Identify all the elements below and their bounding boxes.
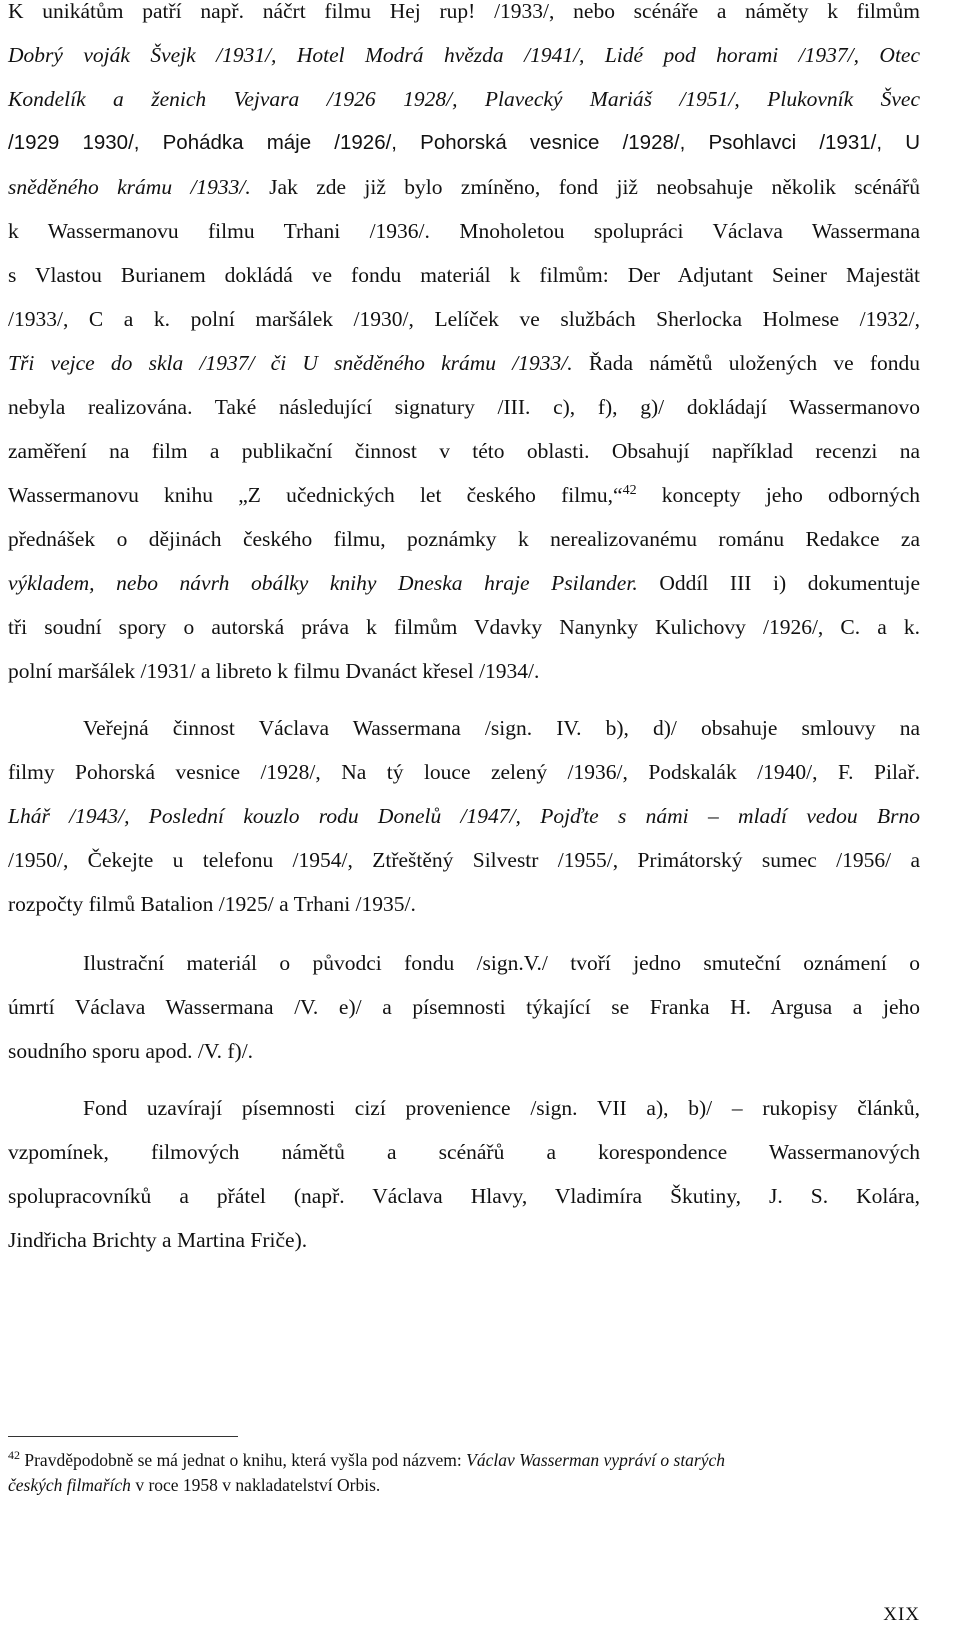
page-number: XIX	[883, 1604, 920, 1625]
text-line: Dobrý voják Švejk /1931/, Hotel Modrá hvězda /1941/, Lidé pod horami /1937/, Otec	[8, 43, 920, 67]
text-line: Kondelík a ženich Vejvara /1926 1928/, Plavecký Mariáš /1951/, Plukovník Švec	[8, 87, 920, 111]
footnote-separator	[8, 1436, 238, 1437]
text-line: Lhář /1943/, Poslední kouzlo rodu Donelů /1947/, Pojďte s námi – mladí vedou Brno	[8, 804, 920, 828]
text-line: nebyla realizována. Také následující signatury /III. c), f), g)/ dokládají Wassermanovo	[8, 395, 920, 419]
text-line: s Vlastou Burianem dokládá ve fondu materiál k filmům: Der Adjutant Seiner Majestät	[8, 263, 920, 287]
text-line: rozpočty filmů Batalion /1925/ a Trhani /1935/.	[8, 892, 416, 916]
text-line: spolupracovníků a přátel (např. Václava Hlavy, Vladimíra Škutiny, J. S. Kolára,	[8, 1184, 920, 1208]
footnote-ref[interactable]: 42	[622, 482, 637, 498]
text-line: filmy Pohorská vesnice /1928/, Na tý louce zelený /1936/, Podskalák /1940/, F. Pilař.	[8, 760, 920, 784]
text-line: úmrtí Václava Wassermana /V. e)/ a písemnosti týkající se Franka H. Argusa a jeho	[8, 995, 920, 1019]
text-line: k Wassermanovu filmu Trhani /1936/. Mnoholetou spolupráci Václava Wassermana	[8, 219, 921, 243]
footnote-number: 42	[8, 1448, 20, 1463]
text-line: /1929 1930/, Pohádka máje /1926/, Pohorská vesnice /1928/, Psohlavci /1931/, U	[8, 131, 920, 154]
text-line: soudního sporu apod. /V. f)/.	[8, 1039, 254, 1063]
paragraph-first-line: Ilustrační materiál o původci fondu /sign.V./ tvoří jedno smuteční oznámení o	[83, 951, 920, 975]
footnote-line: českých filmařích v roce 1958 v nakladatelství Orbis.	[8, 1475, 381, 1495]
footnote: $^{42}$ Pravděpodobně se má jednat o knihu, která vyšla pod názvem: Václav Wasserman vypráví o starých	[8, 1448, 726, 1470]
text-line: Jindřicha Brichty a Martina Friče).	[8, 1228, 308, 1252]
text-line: přednášek o dějinách českého filmu, poznámky k nerealizovanému románu Redakce za	[8, 527, 920, 551]
text-line: Wassermanovu knihu „Z učednických let českého filmu,“$^{42}$ koncepty jeho odborných	[8, 482, 920, 507]
text-line: /1950/, Čekejte u telefonu /1954/, Ztřeštěný Silvestr /1955/, Primátorský sumec /1956/ a	[8, 848, 920, 872]
text-line: zaměření na film a publikační činnost v této oblasti. Obsahují například recenzi na	[8, 439, 921, 463]
text-line: K unikátům patří např. náčrt filmu Hej rup! /1933/, nebo scénáře a náměty k filmům	[8, 0, 920, 23]
text-line: /1933/, C a k. polní maršálek /1930/, Lelíček ve službách Sherlocka Holmese /1932/,	[8, 307, 920, 331]
text-line: vzpomínek, filmových námětů a scénářů a korespondence Wassermanových	[8, 1140, 920, 1164]
text-line: Tři vejce do skla /1937/ či U sněděného krámu /1933/. Řada námětů uložených ve fondu	[8, 351, 920, 375]
paragraph-first-line: Fond uzavírají písemnosti cizí provenience /sign. VII a), b)/ – rukopisy článků,	[83, 1096, 920, 1120]
paragraph-first-line: Veřejná činnost Václava Wassermana /sign. IV. b), d)/ obsahuje smlouvy na	[83, 716, 920, 740]
text-line: polní maršálek /1931/ a libreto k filmu Dvanáct křesel /1934/.	[8, 659, 540, 683]
text-line: sněděného krámu /1933/. Jak zde již bylo zmíněno, fond již neobsahuje několik scénářů	[8, 175, 920, 199]
text-line: výkladem, nebo návrh obálky knihy Dneska hraje Psilander. Oddíl III i) dokumentuje	[8, 571, 920, 595]
text-line: tři soudní spory o autorská práva k filmům Vdavky Nanynky Kulichovy /1926/, C. a k.	[8, 615, 920, 639]
